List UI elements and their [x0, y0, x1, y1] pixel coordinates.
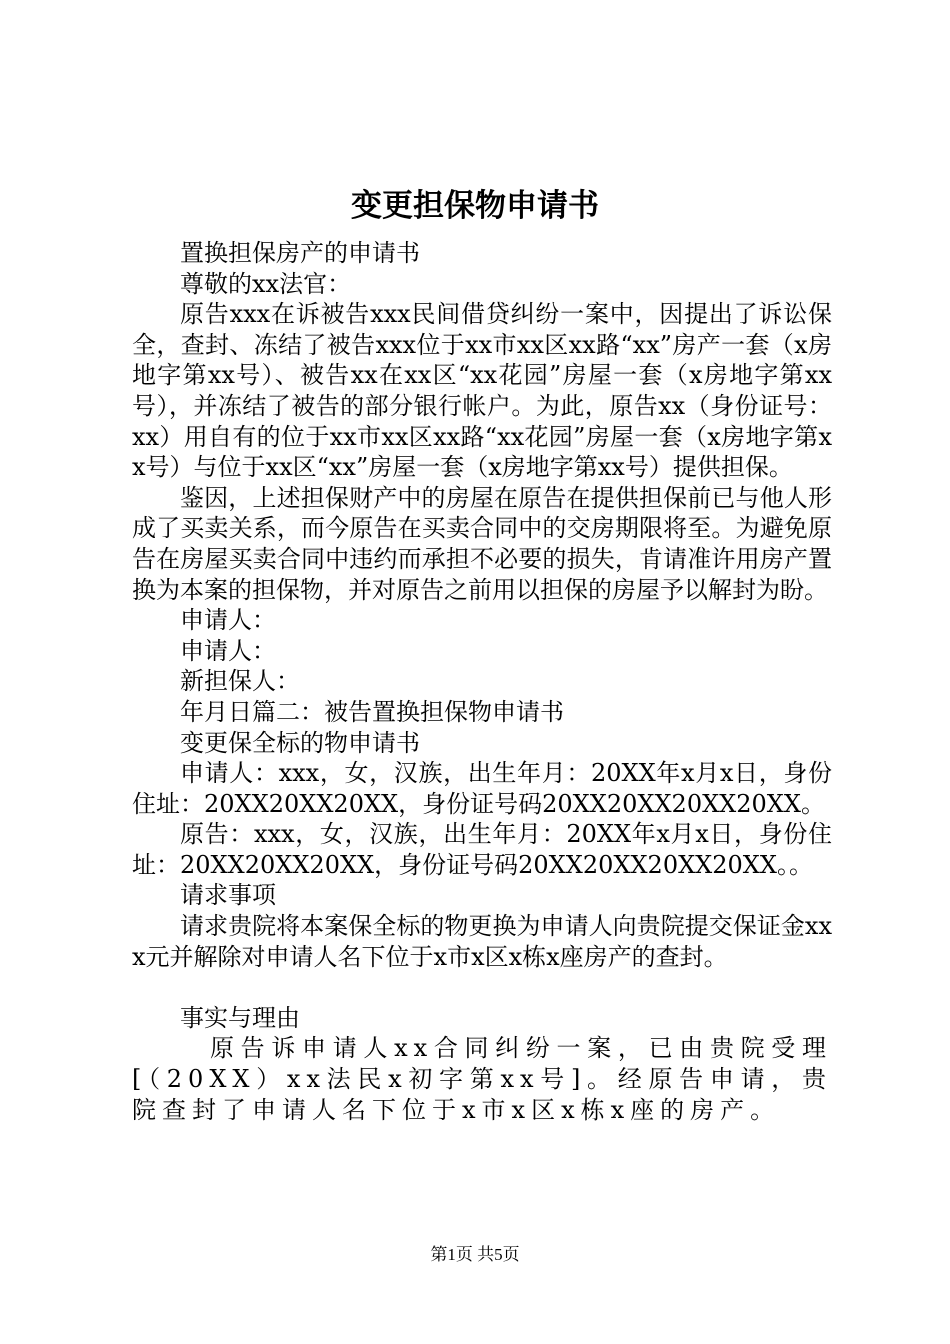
page-number: 第1页 共5页 — [430, 1245, 520, 1264]
paragraph-new-guarantor: 新担保人： — [180, 667, 300, 696]
paragraph-section-title: 变更保全标的物申请书 — [180, 728, 420, 757]
paragraph-plaintiff-info: 原告：xxx，女，汉族，出生年月：20XX年x月x日，身份住址：20XX20XX20XX，身份证号码20XX20XX20XX20XX。。 — [132, 820, 832, 879]
paragraph-salutation: 尊敬的xx法官： — [180, 269, 352, 298]
paragraph-applicant: 申请人： — [180, 636, 276, 665]
paragraph-requests: 请求贵院将本案保全标的物更换为申请人向贵院提交保证金xxx元并解除对申请人名下位于x市x区x栋x座房产的查封。 — [132, 912, 832, 971]
paragraph-subtitle: 置换担保房产的申请书 — [180, 239, 420, 267]
paragraph-applicant: 申请人： — [180, 606, 276, 635]
document-title: 变更担保物申请书 — [351, 188, 599, 224]
blank-line — [132, 972, 832, 1003]
document-body — [132, 238, 832, 1125]
paragraph-facts: 原告诉申请人xx合同纠纷一案，已由贵院受理[（20XX）xx法民x初字第xx号]。经原告申请，贵院查封了申请人名下位于x市x区x栋x座的房产。 — [132, 1034, 832, 1124]
paragraph-date-section: 年月日篇二：被告置换担保物申请书 — [180, 697, 564, 726]
paragraph-heading-facts: 事实与理由 — [180, 1003, 300, 1032]
paragraph-body: 原告xxx在诉被告xxx民间借贷纠纷一案中，因提出了诉讼保全，查封、冻结了被告xxx位于xx市xx区xx路“xx”房产一套（x房地字第xx号）、被告xx在xx区“xx花园”房屋一套（x房地字第xx号），并冻结了被告的部分银行帐户。为此，原告xx（身份证号：xx）用自有的位于xx市xx区xx路“xx花园”房屋一套（x房地字第xx号）与位于xx区“xx”房屋一套（x房地字第xx号）提供担保。 — [132, 300, 832, 482]
paragraph-applicant-info: 申请人：xxx，女，汉族，出生年月：20XX年x月x日，身份住址：20XX20XX20XX，身份证号码20XX20XX20XX20XX。 — [132, 759, 832, 818]
paragraph-heading-requests: 请求事项 — [180, 881, 276, 910]
paragraph-body: 鉴因，上述担保财产中的房屋在原告在提供担保前已与他人形成了买卖关系，而今原告在买卖合同中的交房期限将至。为避免原告在房屋买卖合同中违约而承担不必要的损失，肯请准许用房产置换为本案的担保物，并对原告之前用以担保的房屋予以解封为盼。 — [132, 483, 832, 604]
